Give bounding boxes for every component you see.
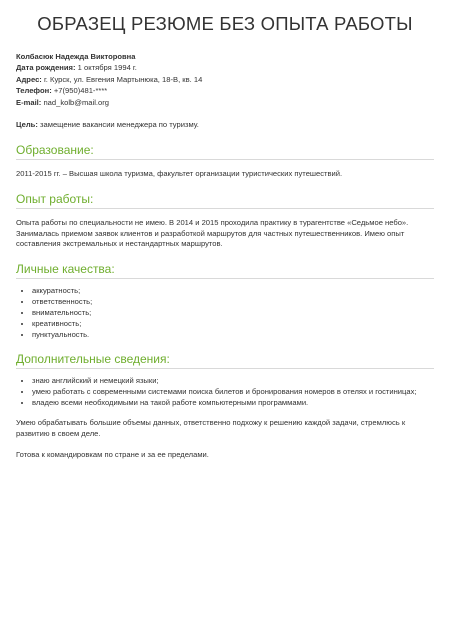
- additional-heading: Дополнительные сведения:: [16, 351, 434, 369]
- additional-list: [16, 375, 434, 408]
- address-value: г. Курск, ул. Евгения Мартынюка, 18-В, кв. 14: [43, 74, 203, 84]
- birth-row: [16, 62, 434, 73]
- education-heading: Образование:: [16, 142, 434, 160]
- additional-paragraph-skills: Умею обрабатывать большие объемы данных, ответственно подхожу к решению каждой задачи, стремлюсь к развитию в своем деле.: [16, 418, 406, 439]
- birth-label: Дата рождения:: [16, 63, 76, 73]
- person-name: Колбасюк Надежда Викторовна: [16, 52, 136, 61]
- phone-value: +7(950)481-****: [53, 86, 108, 96]
- additional-section: [16, 351, 434, 460]
- goal-value: замещение вакансии менеджера по туризму.: [40, 120, 199, 130]
- list-item: • владею всеми необходимыми на такой работе компьютерными программами.: [32, 397, 434, 408]
- goal-label: Цель:: [16, 120, 38, 130]
- education-text: 2011-2015 гг. – Высшая школа туризма, факультет организации туристических путешествий.: [16, 169, 343, 179]
- birth-value: 1 октября 1994 г.: [77, 63, 137, 73]
- document-title: ОБРАЗЕЦ РЕЗЮМЕ БЕЗ ОПЫТА РАБОТЫ: [37, 13, 413, 34]
- qualities-section: [16, 261, 434, 340]
- qualities-list: [16, 285, 434, 340]
- list-item: • знаю английский и немецкий языки;: [32, 375, 434, 386]
- qualities-heading: Личные качества:: [16, 261, 434, 279]
- education-section: [16, 142, 434, 180]
- list-item: • умею работать с современными системами поиска билетов и бронирования номеров в отелях и гостиницах;: [32, 386, 434, 397]
- list-item: • ответственность;: [32, 296, 434, 307]
- email-row: [16, 97, 434, 108]
- list-item: • внимательность;: [32, 307, 434, 318]
- personal-info: [16, 51, 434, 108]
- phone-row: [16, 85, 434, 96]
- additional-paragraph-travel: Готова к командировкам по стране и за ее пределами.: [16, 449, 209, 459]
- list-item: • креативность;: [32, 318, 434, 329]
- address-label: Адрес:: [16, 74, 42, 84]
- experience-text: Опыта работы по специальности не имею. В 2014 и 2015 проходила практику в турагентстве «Седьмое небо». Занималась приемом заявок клиентов и разработкой маршрутов для частных путешественников. Имею опыт составления экстремальных и нестандартных маршрутов.: [16, 217, 409, 249]
- phone-label: Телефон:: [16, 86, 52, 96]
- list-item: • аккуратность;: [32, 285, 434, 296]
- goal-line: [16, 119, 434, 130]
- email-label: E-mail:: [16, 97, 42, 107]
- experience-heading: Опыт работы:: [16, 191, 434, 209]
- email-value: nad_kolb@mail.org: [43, 97, 109, 107]
- address-row: [16, 74, 434, 85]
- experience-section: [16, 191, 434, 250]
- list-item: • пунктуальность.: [32, 329, 434, 340]
